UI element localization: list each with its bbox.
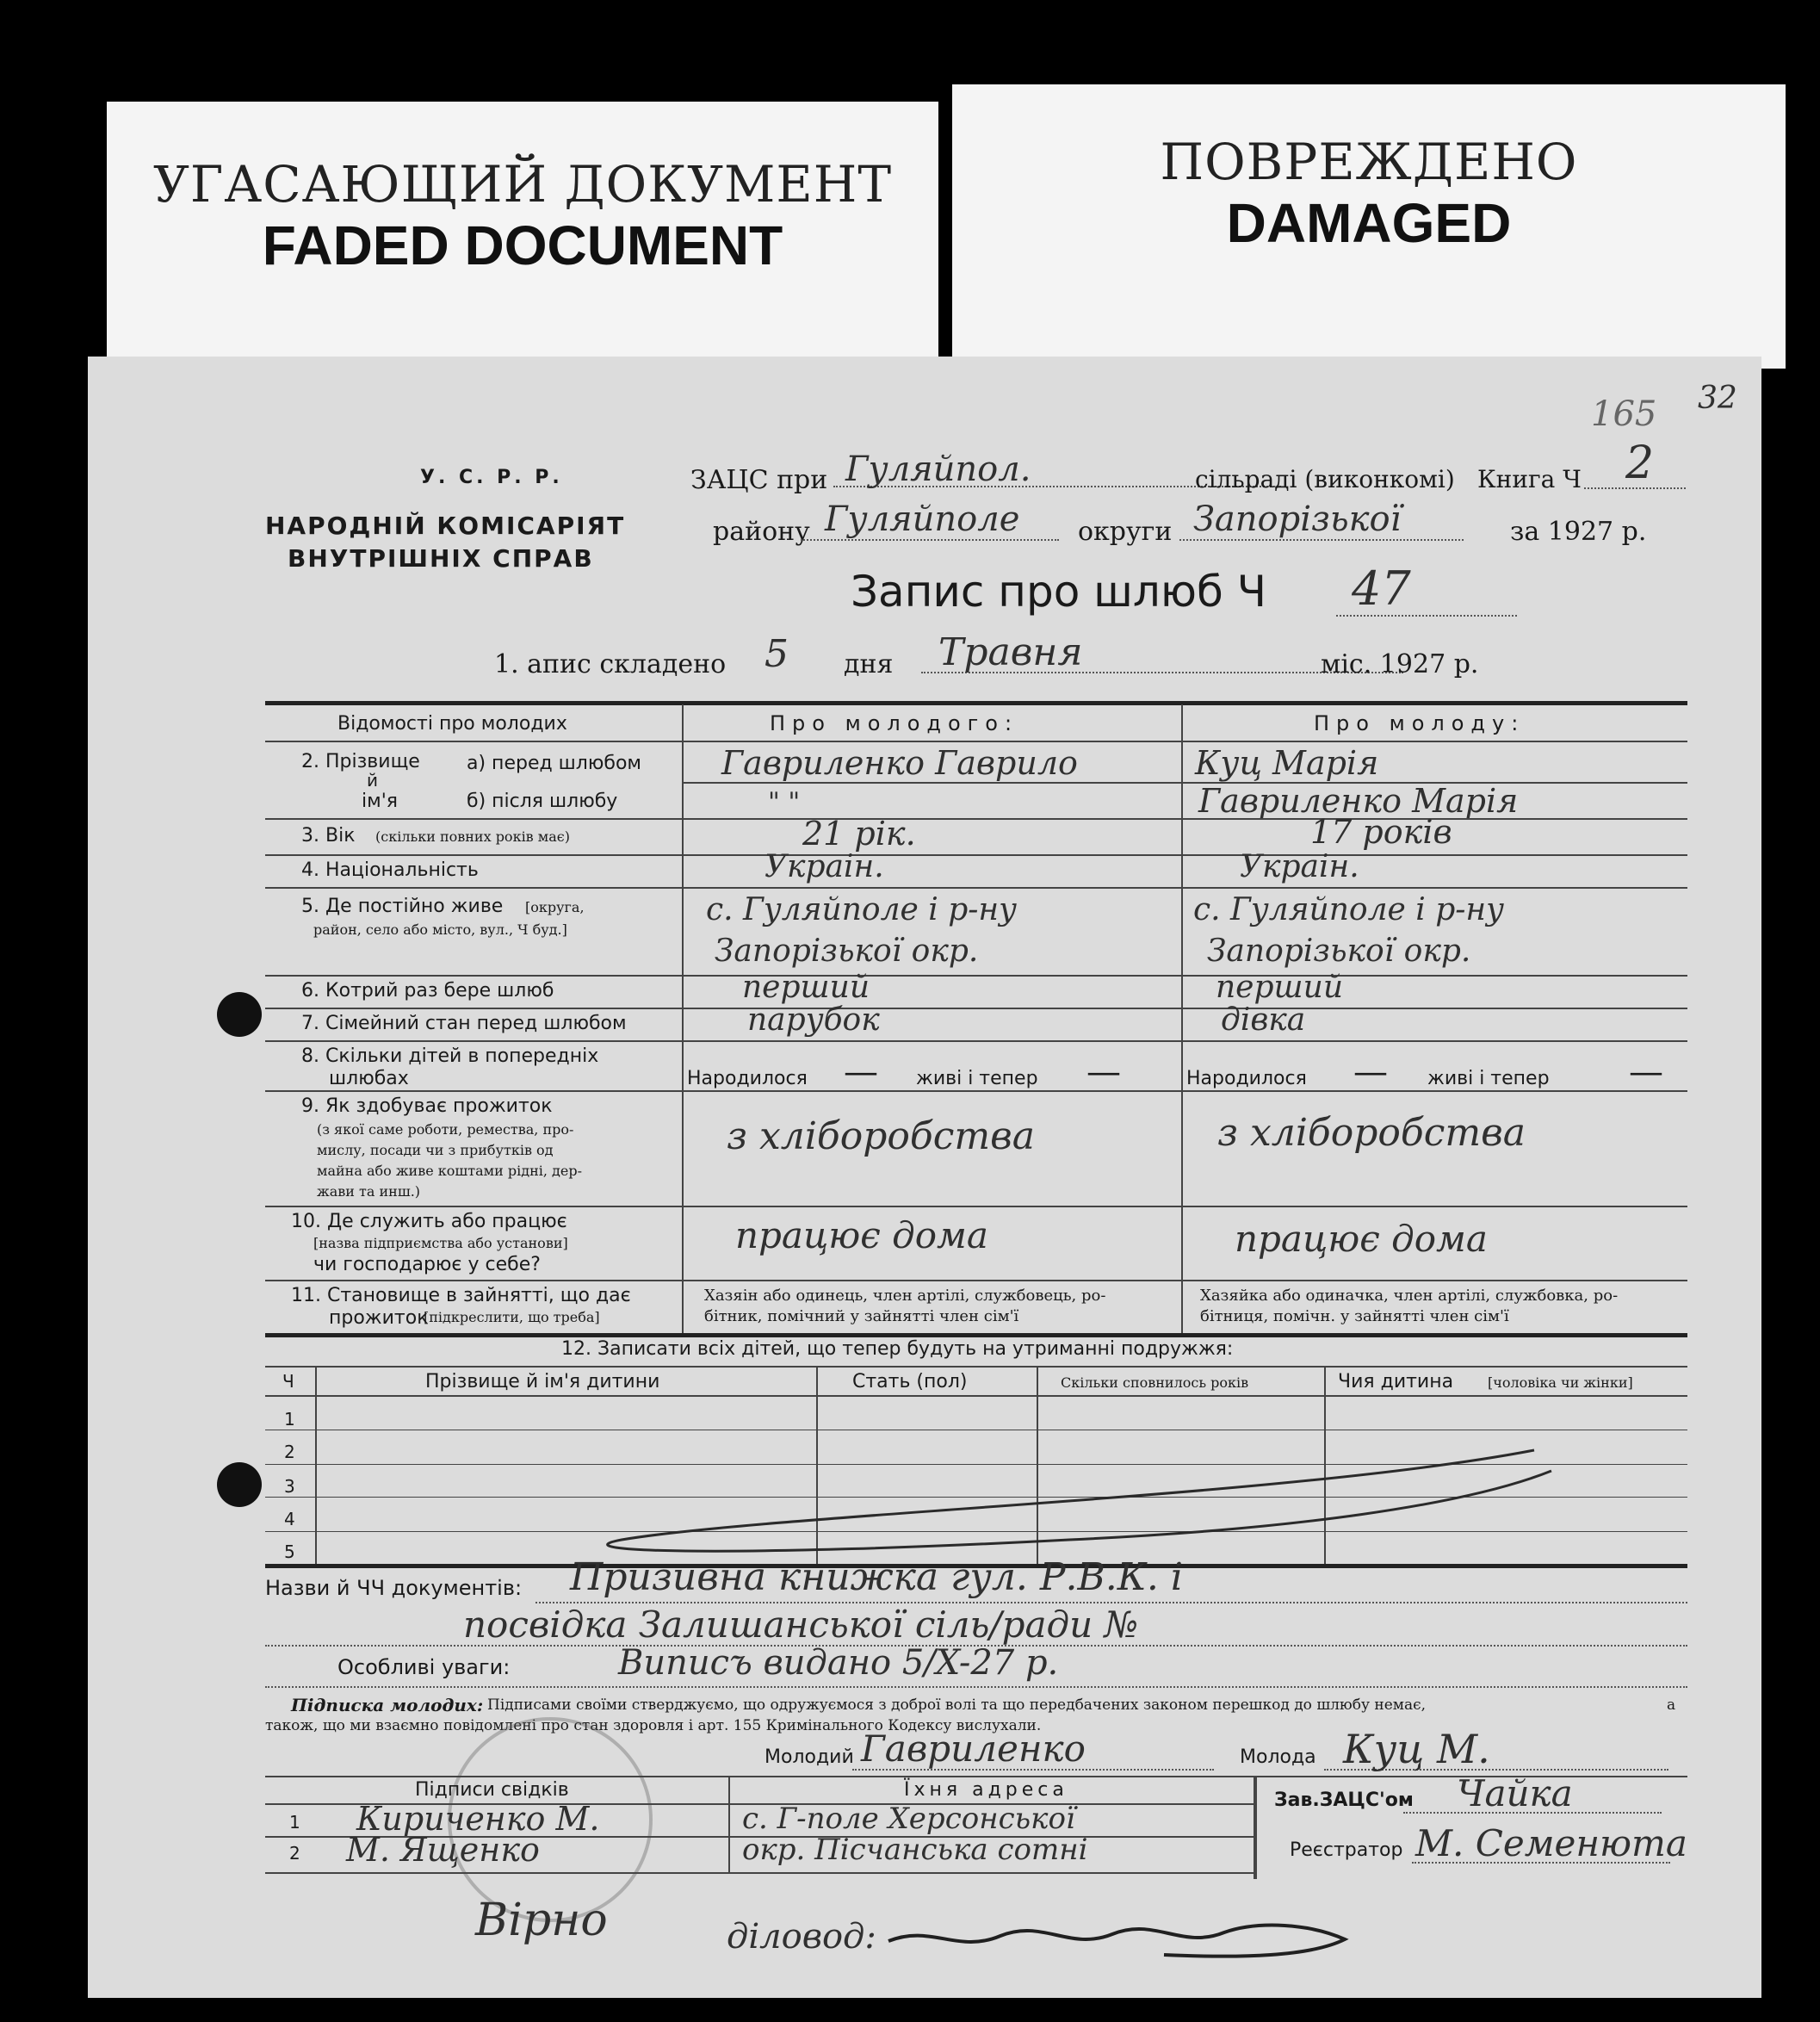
damaged-label-en: DAMAGED (1226, 192, 1512, 254)
registrar-label: Реєстратор (1290, 1839, 1403, 1861)
row8-label-2: шлюбах (329, 1068, 409, 1089)
witness-address-header: Їхня адреса (904, 1779, 1068, 1801)
children-col-num: Ч (282, 1371, 294, 1392)
children-col-whose: Чия дитина (1338, 1371, 1454, 1392)
groom-workplace: працює дома (735, 1214, 988, 1256)
row8-label-1: 8. Скільки дітей в попередніх (301, 1045, 599, 1067)
groom-name-before: Гавриленко Гаврило (721, 744, 1078, 782)
bride-occupation-options-1: Хазяйка або одиначка, член артілі, службовка, ро- (1200, 1287, 1619, 1305)
page-number-b: 32 (1698, 381, 1737, 416)
row3-label: 3. Вік (301, 825, 356, 847)
children-col-age: Скільки сповнилось років (1061, 1374, 1249, 1391)
zags-value: Гуляйпол. (845, 450, 1031, 489)
children-section-title: 12. Записати всіх дітей, що тепер будуть на утриманні подружжя: (561, 1338, 1234, 1360)
documents-label: Назви й ЧЧ документів: (265, 1576, 523, 1600)
marriage-record-form (88, 357, 1761, 1998)
district-label: району (713, 517, 810, 547)
bride-born-label: Народилося (1186, 1068, 1307, 1089)
bride-workplace: працює дома (1235, 1218, 1488, 1260)
row9-note-3: майна або живе коштами рідні, дер- (317, 1163, 582, 1179)
record-date-prefix: 1. апис складено (494, 649, 727, 679)
declaration-prefix: Підписка молодих: (291, 1695, 484, 1715)
groom-residence-2: Запорізької окр. (715, 933, 979, 969)
notes-label: Особливі уваги: (337, 1655, 511, 1679)
zags-head-signature: Чайка (1457, 1772, 1573, 1814)
record-day: 5 (765, 632, 789, 676)
groom-marriage-count: перший (742, 970, 870, 1005)
book-number: 2 (1625, 437, 1655, 489)
child-row-1: 1 (284, 1409, 295, 1430)
declaration-line-2: також, що ми взаємно повідомлені про стан здоровля і арт. 155 Кримінального Кодексу вислухали. (265, 1717, 1042, 1734)
row5-label: 5. Де постійно живе (301, 896, 504, 917)
bride-occupation-options-2: бітниця, помічн. у зайнятті член сім'ї (1200, 1307, 1509, 1325)
row5-note-1: [округа, (525, 899, 585, 915)
groom-occupation-options-2: бітник, помічний у зайнятті член сім'ї (704, 1307, 1019, 1325)
row9-note-2: мислу, посади чи з прибутків од (317, 1142, 554, 1158)
punch-hole (217, 992, 262, 1037)
bride-marriage-count: перший (1216, 970, 1344, 1005)
bride-alive-label: живі і тепер (1427, 1068, 1550, 1089)
row7-label: 7. Сімейний стан перед шлюбом (301, 1013, 627, 1034)
row2-label-b: й (367, 770, 378, 791)
bride-residence-2: Запорізької окр. (1207, 933, 1471, 969)
child-row-3: 3 (284, 1476, 295, 1497)
verified-mark: Вірно (475, 1895, 608, 1946)
groom-alive-value: — (1086, 1052, 1121, 1092)
groom-name-after: " " (768, 787, 801, 817)
groom-signature: Гавриленко (861, 1727, 1086, 1770)
council-label: сільраді (виконкомі) (1195, 465, 1455, 493)
bride-name-before: Куц Марія (1195, 744, 1379, 782)
col-groom-header: Про молодого: (770, 711, 1019, 735)
zags-head-label: Зав.ЗАЦС'ом (1274, 1789, 1414, 1811)
cancellation-stroke (518, 1436, 1637, 1566)
faded-document-card (107, 102, 938, 370)
okrug-value: Запорізької (1193, 499, 1402, 539)
record-number: 47 (1352, 561, 1411, 616)
child-row-5: 5 (284, 1541, 295, 1562)
row11-note: [підкреслити, що треба] (424, 1309, 600, 1325)
row6-label: 6. Котрий раз бере шлюб (301, 980, 554, 1002)
groom-income-source: з хліборобства (727, 1114, 1035, 1158)
row5-note-2: район, село або місто, вул., Ч буд.] (313, 921, 567, 938)
commissariat-line-1: НАРОДНІЙ КОМІСАРІЯТ (265, 512, 626, 540)
faded-label-ru: УГАСАЮЩИЙ ДОКУМЕНТ (152, 155, 893, 214)
okrug-label: округи (1078, 517, 1173, 547)
witness-2-number: 2 (289, 1843, 300, 1864)
year-label: за 1927 р. (1510, 517, 1647, 547)
bride-age: 17 років (1310, 813, 1452, 851)
bride-signature: Куц М. (1343, 1726, 1490, 1772)
witness-1-address: с. Г-поле Херсонської (742, 1802, 1075, 1836)
col-info-header: Відомості про молодих (337, 713, 567, 735)
documents-line-1: Призивна книжка гул. Р.В.К. і (570, 1555, 1183, 1599)
groom-born-value: — (844, 1052, 878, 1092)
witness-1-number: 1 (289, 1812, 300, 1833)
row3-note: (скільки повних років має) (375, 828, 570, 845)
col-bride-header: Про молоду: (1314, 711, 1526, 735)
row2-before-label: а) перед шлюбом (467, 753, 642, 774)
row10-label: 10. Де служить або працює (291, 1211, 567, 1232)
row11-label-1: 11. Становище в зайнятті, що дає (291, 1285, 631, 1306)
child-row-4: 4 (284, 1509, 295, 1529)
record-month: Травня (938, 630, 1083, 674)
row10-note-1: [назва підприємства або установи] (313, 1235, 568, 1251)
clerk-label: діловод: (727, 1917, 876, 1957)
bride-name-after: Гавриленко Марія (1198, 782, 1519, 820)
witness-2-address: окр. Пісчанська сотні (742, 1833, 1088, 1867)
commissariat-line-2: ВНУТРІШНІХ СПРАВ (288, 544, 594, 573)
row9-note-4: жави та инш.) (317, 1183, 421, 1200)
record-date-suffix: міс. 1927 р. (1321, 649, 1479, 679)
witness-signatures-header: Підписи свідків (415, 1779, 569, 1801)
record-title: Запис про шлюб Ч (851, 567, 1266, 617)
declaration-line-1: Підписами своїми стверджуємо, що одружуємося з доброї волі та що передбачених законом перешкод до шлюбу немає, (487, 1696, 1427, 1714)
row2-label-c: ім'я (362, 791, 398, 812)
row2-after-label: б) після шлюбу (467, 791, 618, 812)
groom-marital-status: парубок (747, 1002, 880, 1038)
groom-alive-label: живі і тепер (916, 1068, 1038, 1089)
children-col-whose-note: [чоловіка чи жінки] (1488, 1374, 1633, 1391)
notes-value: Виписъ видано 5/X-27 р. (618, 1643, 1059, 1683)
bride-signature-label: Молода (1240, 1746, 1316, 1768)
record-day-label: дня (844, 649, 894, 679)
damaged-document-card (952, 84, 1786, 369)
district-value: Гуляйполе (825, 499, 1020, 539)
damaged-label-ru: ПОВРЕЖДЕНО (1160, 133, 1578, 191)
witness-2-name: М. Ященко (346, 1831, 540, 1869)
bride-residence-1: с. Гуляйполе і р-ну (1193, 892, 1505, 927)
row11-label-2: прожиток (329, 1307, 429, 1329)
page-number-a: 165 (1591, 394, 1657, 434)
declaration-line-1-tail: а (1667, 1696, 1676, 1714)
documents-line-2: посвідка Залишанської сіль/ради № (463, 1603, 1139, 1646)
groom-nationality: Украін. (765, 849, 884, 884)
children-col-name: Прізвище й ім'я дитини (425, 1371, 660, 1392)
row9-note-1: (з якої саме роботи, ремества, про- (317, 1121, 574, 1138)
registrar-signature: М. Семенюта (1415, 1822, 1687, 1864)
row9-label: 9. Як здобуває прожиток (301, 1095, 553, 1117)
bride-born-value: — (1353, 1052, 1388, 1092)
groom-signature-label: Молодий (765, 1746, 854, 1768)
bride-nationality: Украін. (1240, 849, 1359, 884)
groom-occupation-options-1: Хазяін або одинець, член артілі, службовець, ро- (704, 1287, 1106, 1305)
row4-label: 4. Національність (301, 859, 479, 881)
zags-label: ЗАЦС при (690, 465, 828, 495)
clerk-signature (880, 1907, 1362, 1967)
punch-hole (217, 1462, 262, 1507)
row2-label-a: 2. Прізвище (301, 751, 420, 772)
faded-label-en: FADED DOCUMENT (262, 214, 783, 276)
row10-note-2: чи господарює у себе? (313, 1254, 541, 1275)
groom-age: 21 рік. (802, 815, 916, 853)
witness-1-name: Кириченко М. (356, 1800, 600, 1838)
child-row-2: 2 (284, 1442, 295, 1462)
groom-residence-1: с. Гуляйполе і р-ну (706, 892, 1018, 927)
republic-label: У. С. Р. Р. (420, 467, 563, 488)
bride-marital-status: дівка (1221, 1002, 1306, 1038)
children-col-sex: Стать (пол) (852, 1371, 968, 1392)
bride-alive-value: — (1629, 1052, 1663, 1092)
bride-income-source: з хліборобства (1217, 1111, 1526, 1155)
groom-born-label: Народилося (687, 1068, 808, 1089)
book-label: Книга Ч (1477, 465, 1582, 493)
